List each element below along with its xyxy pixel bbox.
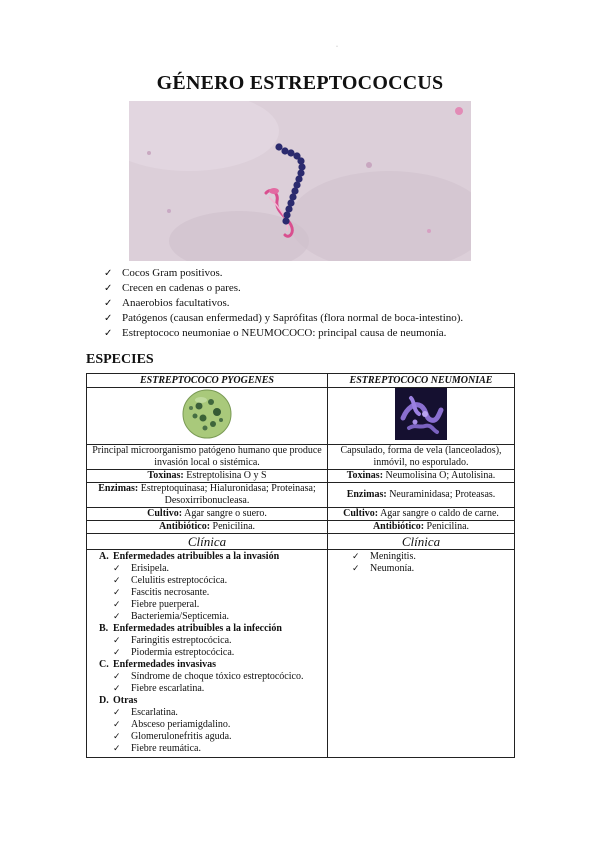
check-icon: ✓ — [113, 600, 121, 610]
species-heading: ESPECIES — [86, 352, 154, 367]
list-item: ✓ Síndrome de choque tóxico estreptocócico. — [113, 671, 304, 682]
check-icon: ✓ — [104, 283, 113, 294]
check-icon: ✓ — [113, 564, 121, 574]
list-item: ✓ Fiebre reumática. — [113, 743, 201, 754]
species-table — [86, 373, 515, 758]
pyogenes-clinica-header: Clínica — [87, 534, 328, 550]
table-row — [87, 470, 515, 483]
streptococcus-chain-picture — [129, 101, 471, 261]
list-item: ✓ Estreptococo neumoniae o NEUMOCOCO: principal causa de neumonía. — [104, 327, 447, 339]
check-icon: ✓ — [104, 268, 113, 279]
check-icon: ✓ — [352, 564, 360, 574]
list-item: ✓ Patógenos (causan enfermedad) y Saprófitas (flora normal de boca-intestino). — [104, 312, 464, 324]
check-icon: ✓ — [104, 328, 113, 339]
page-mark: · — [336, 44, 338, 50]
neumoniae-culture: Cultivo: Agar sangre o caldo de carne. — [328, 508, 515, 521]
check-icon: ✓ — [113, 732, 121, 742]
list-item: ✓ Fascitis necrosante. — [113, 587, 210, 598]
pyogenes-description: Principal microorganismo patógeno humano que produce invasión local o sistémica. — [87, 445, 328, 470]
group-heading: A. Enfermedades atribuibles a la invasión — [99, 551, 280, 562]
neumoniae-header: ESTREPTOCOCO NEUMONIAE — [328, 374, 515, 388]
check-icon: ✓ — [113, 684, 121, 694]
list-item: ✓ Anaerobios facultativos. — [104, 297, 230, 309]
check-icon: ✓ — [104, 298, 113, 309]
check-icon: ✓ — [113, 588, 121, 598]
list-item: ✓ Bacteriemia/Septicemia. — [113, 611, 230, 622]
list-item: ✓ Meningitis. — [352, 551, 416, 562]
list-item: ✓ Celulitis estreptocócica. — [113, 575, 228, 586]
group-heading: B. Enfermedades atribuibles a la infección — [99, 623, 282, 634]
pyogenes-image-cell — [87, 388, 328, 445]
check-icon: ✓ — [113, 636, 121, 646]
list-item: ✓ Fiebre puerperal. — [113, 599, 200, 610]
neumoniae-image-cell — [328, 388, 515, 445]
pyogenes-clinica-list — [87, 550, 328, 758]
list-item: ✓ Crecen en cadenas o pares. — [104, 282, 241, 294]
pyogenes-header: ESTREPTOCOCO PYOGENES — [87, 374, 328, 388]
check-icon: ✓ — [113, 720, 121, 730]
list-item: ✓ Absceso periamigdalino. — [113, 719, 231, 730]
table-row — [87, 550, 515, 758]
table-row — [87, 534, 515, 550]
check-icon: ✓ — [113, 612, 121, 622]
pyogenes-antibiotic: Antibiótico: Penicilina. — [87, 521, 328, 534]
micrograph-image — [129, 101, 471, 261]
table-row — [87, 445, 515, 470]
list-item: ✓ Erisipela. — [113, 563, 170, 574]
neumoniae-description: Capsulado, forma de vela (lanceolados), inmóvil, no esporulado. — [328, 445, 515, 470]
neumoniae-clinica-header: Clínica — [328, 534, 515, 550]
pyogenes-enzymes: Enzimas: Estreptoquinasa; Hialuronidasa; Proteinasa; Desoxirribonucleasa. — [87, 483, 328, 508]
check-icon: ✓ — [113, 708, 121, 718]
group-heading: D. Otras — [99, 695, 138, 706]
check-icon: ✓ — [104, 313, 113, 324]
pyogenes-toxins: Toxinas: Estreptolisina O y S — [87, 470, 328, 483]
pyogenes-culture-picture — [179, 388, 235, 440]
table-row — [87, 508, 515, 521]
neumoniae-culture-picture — [395, 388, 447, 440]
table-header-row — [87, 374, 515, 388]
check-icon: ✓ — [113, 744, 121, 754]
group-heading: C. Enfermedades invasivas — [99, 659, 217, 670]
intro-bullet-list — [104, 266, 463, 341]
list-item: ✓ Neumonía. — [352, 563, 415, 574]
check-icon: ✓ — [113, 672, 121, 682]
neumoniae-antibiotic: Antibiótico: Penicilina. — [328, 521, 515, 534]
list-item: ✓ Piodermia estreptocócica. — [113, 647, 235, 658]
neumoniae-enzymes: Enzimas: Neuraminidasa; Proteasas. — [328, 483, 515, 508]
pyogenes-culture: Cultivo: Agar sangre o suero. — [87, 508, 328, 521]
list-item: ✓ Escarlatina. — [113, 707, 178, 718]
list-item: ✓ Fiebre escarlatina. — [113, 683, 205, 694]
list-item: ✓ Faringitis estreptocócica. — [113, 635, 232, 646]
table-row — [87, 483, 515, 508]
check-icon: ✓ — [113, 648, 121, 658]
table-row — [87, 521, 515, 534]
check-icon: ✓ — [352, 552, 360, 562]
list-item: ✓ Cocos Gram positivos. — [104, 267, 223, 279]
neumoniae-toxins: Toxinas: Neumolisina O; Autolisina. — [328, 470, 515, 483]
check-icon: ✓ — [113, 576, 121, 586]
neumoniae-clinica-list — [328, 550, 515, 758]
table-row — [87, 388, 515, 445]
list-item: ✓ Glomerulonefritis aguda. — [113, 731, 232, 742]
page-title: GÉNERO ESTREPTOCOCCUS — [156, 72, 444, 94]
